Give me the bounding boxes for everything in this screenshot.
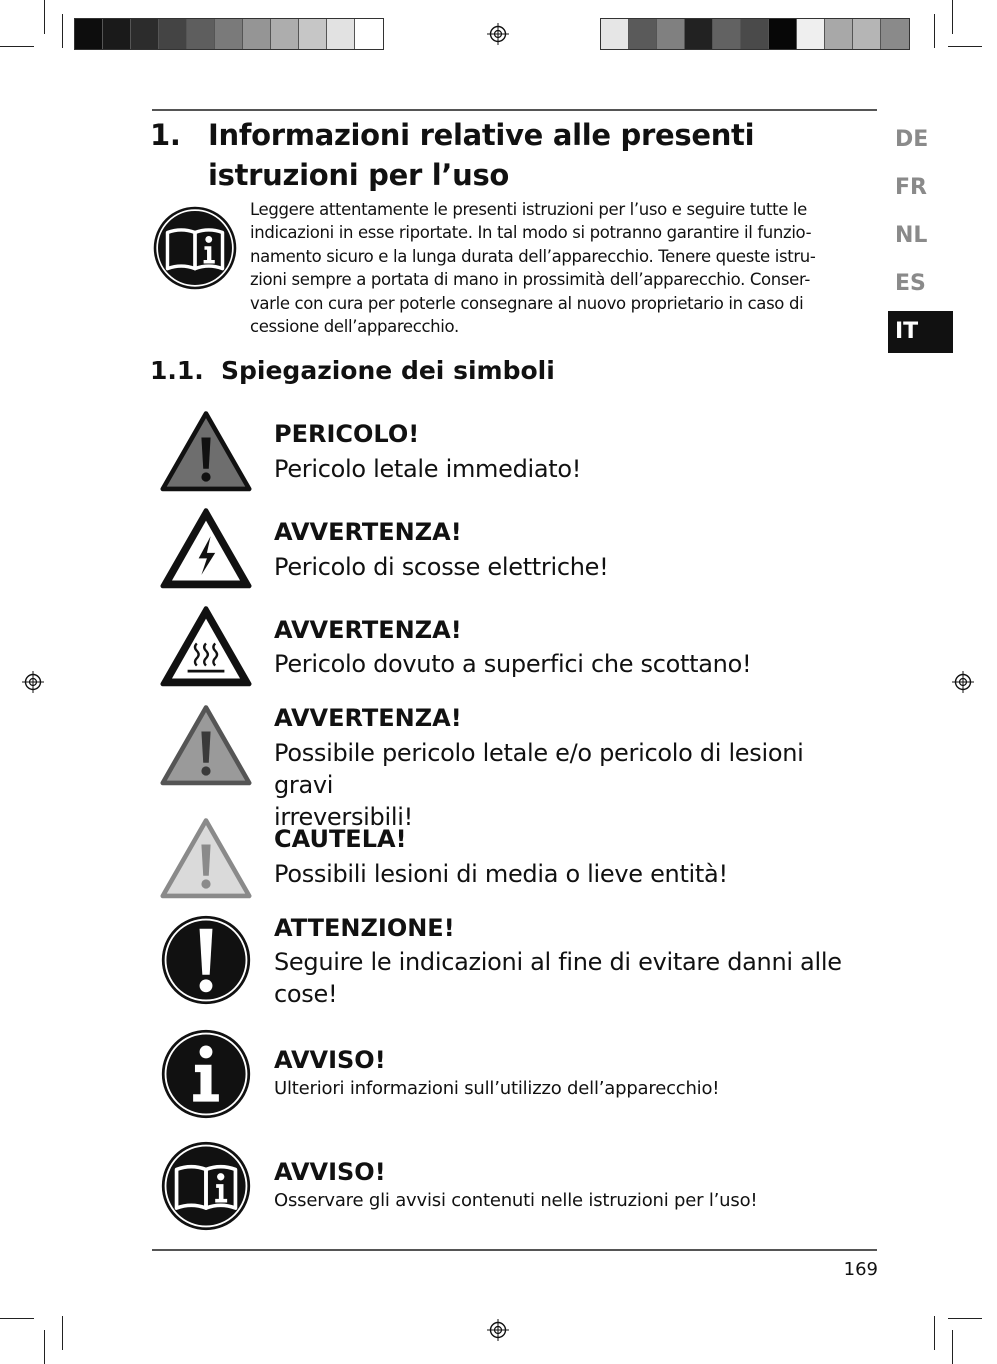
- symbol-description-line: cose!: [274, 980, 338, 1008]
- grayscale-bar-right: [600, 18, 910, 50]
- symbol-title: CAUTELA!: [274, 825, 407, 853]
- intro-paragraph: [250, 198, 865, 338]
- symbol-title: AVVISO!: [274, 1158, 386, 1186]
- electric-shock-triangle-icon: [160, 505, 252, 597]
- hot-surface-triangle-icon: [160, 603, 252, 695]
- intro-line: zioni sempre a portata di mano in prossimità dell’apparecchio. Conser-: [250, 270, 810, 290]
- symbol-description: [274, 946, 864, 1010]
- section-title-line: Informazioni relative alle presenti: [208, 118, 755, 152]
- subsection-title: Spiegazione dei simboli: [221, 356, 555, 385]
- crop-mark: [44, 1330, 45, 1364]
- symbol-title: AVVERTENZA!: [274, 616, 462, 644]
- language-tab-it: IT: [888, 311, 953, 353]
- symbol-description: [274, 648, 864, 680]
- crop-mark: [934, 1316, 935, 1350]
- symbol-description-line: Seguire le indicazioni al fine di evitare danni alle: [274, 948, 842, 976]
- intro-line: cessione dell’apparecchio.: [250, 317, 459, 337]
- manual-info-circle-icon: [152, 205, 238, 291]
- crop-mark: [948, 1318, 982, 1319]
- intro-line: Leggere attentamente le presenti istruzioni per l’uso e seguire tutte le: [250, 200, 807, 219]
- symbol-description: [274, 551, 864, 583]
- language-tab-es: ES: [895, 271, 926, 296]
- danger-triangle-icon: [160, 408, 252, 500]
- intro-line: indicazioni in esse riportate. In tal modo si potranno garantire il funzio-: [250, 223, 812, 243]
- symbol-description-line: Osservare gli avvisi contenuti nelle istruzioni per l’uso!: [274, 1190, 758, 1211]
- manual-info-circle-icon: [160, 1140, 252, 1232]
- symbol-description: [274, 1077, 864, 1101]
- symbol-title: AVVISO!: [274, 1046, 386, 1074]
- page-number: 169: [843, 1259, 878, 1280]
- symbol-title: PERICOLO!: [274, 420, 420, 448]
- subsection-number: 1.1.: [150, 356, 204, 385]
- symbol-description: [274, 737, 864, 833]
- symbol-title: AVVERTENZA!: [274, 704, 462, 732]
- crop-mark: [952, 0, 953, 34]
- crop-mark: [0, 46, 34, 47]
- intro-line: varle con cura per poterle consegnare al nuovo proprietario in caso di: [250, 293, 804, 313]
- intro-line: namento sicuro e la lunga durata dell’apparecchio. Tenere queste istru-: [250, 246, 816, 266]
- symbol-description-line: Pericolo letale immediato!: [274, 455, 582, 483]
- symbol-description: [274, 453, 864, 485]
- top-rule: [152, 109, 877, 111]
- symbol-description: [274, 858, 864, 890]
- symbol-description-line: irreversibili!: [274, 803, 413, 831]
- crop-mark: [0, 1318, 34, 1319]
- symbol-description: [274, 1189, 864, 1213]
- crop-mark: [62, 14, 63, 48]
- crop-mark: [62, 1316, 63, 1350]
- section-title: [208, 115, 828, 195]
- info-circle-icon: [160, 1028, 252, 1120]
- grayscale-bar-left: [74, 18, 384, 50]
- language-tab-fr: FR: [895, 175, 927, 200]
- section-title-line: istruzioni per l’uso: [208, 158, 510, 192]
- symbol-description-line: Ulteriori informazioni sull’utilizzo dell’apparecchio!: [274, 1078, 720, 1099]
- symbol-description-line: Pericolo dovuto a superfici che scottano!: [274, 650, 752, 678]
- registration-mark-icon: [952, 671, 974, 693]
- symbol-title: AVVERTENZA!: [274, 518, 462, 546]
- symbol-description-line: Possibile pericolo letale e/o pericolo di lesioni gravi: [274, 739, 804, 799]
- warning-triangle-icon: [160, 702, 252, 794]
- registration-mark-icon: [487, 23, 509, 45]
- symbol-description-line: Possibili lesioni di media o lieve entità!: [274, 860, 728, 888]
- crop-mark: [948, 46, 982, 47]
- crop-mark: [44, 0, 45, 34]
- symbol-title: ATTENZIONE!: [274, 914, 455, 942]
- attention-exclamation-circle-icon: [160, 914, 252, 1006]
- section-number: 1.: [150, 118, 181, 152]
- registration-mark-icon: [487, 1319, 509, 1341]
- crop-mark: [934, 14, 935, 48]
- registration-mark-icon: [22, 671, 44, 693]
- language-tab-nl: NL: [895, 223, 928, 248]
- caution-triangle-icon: [160, 815, 252, 907]
- symbol-description-line: Pericolo di scosse elettriche!: [274, 553, 609, 581]
- language-tab-de: DE: [895, 127, 929, 152]
- crop-mark: [952, 1330, 953, 1364]
- bottom-rule: [152, 1249, 877, 1251]
